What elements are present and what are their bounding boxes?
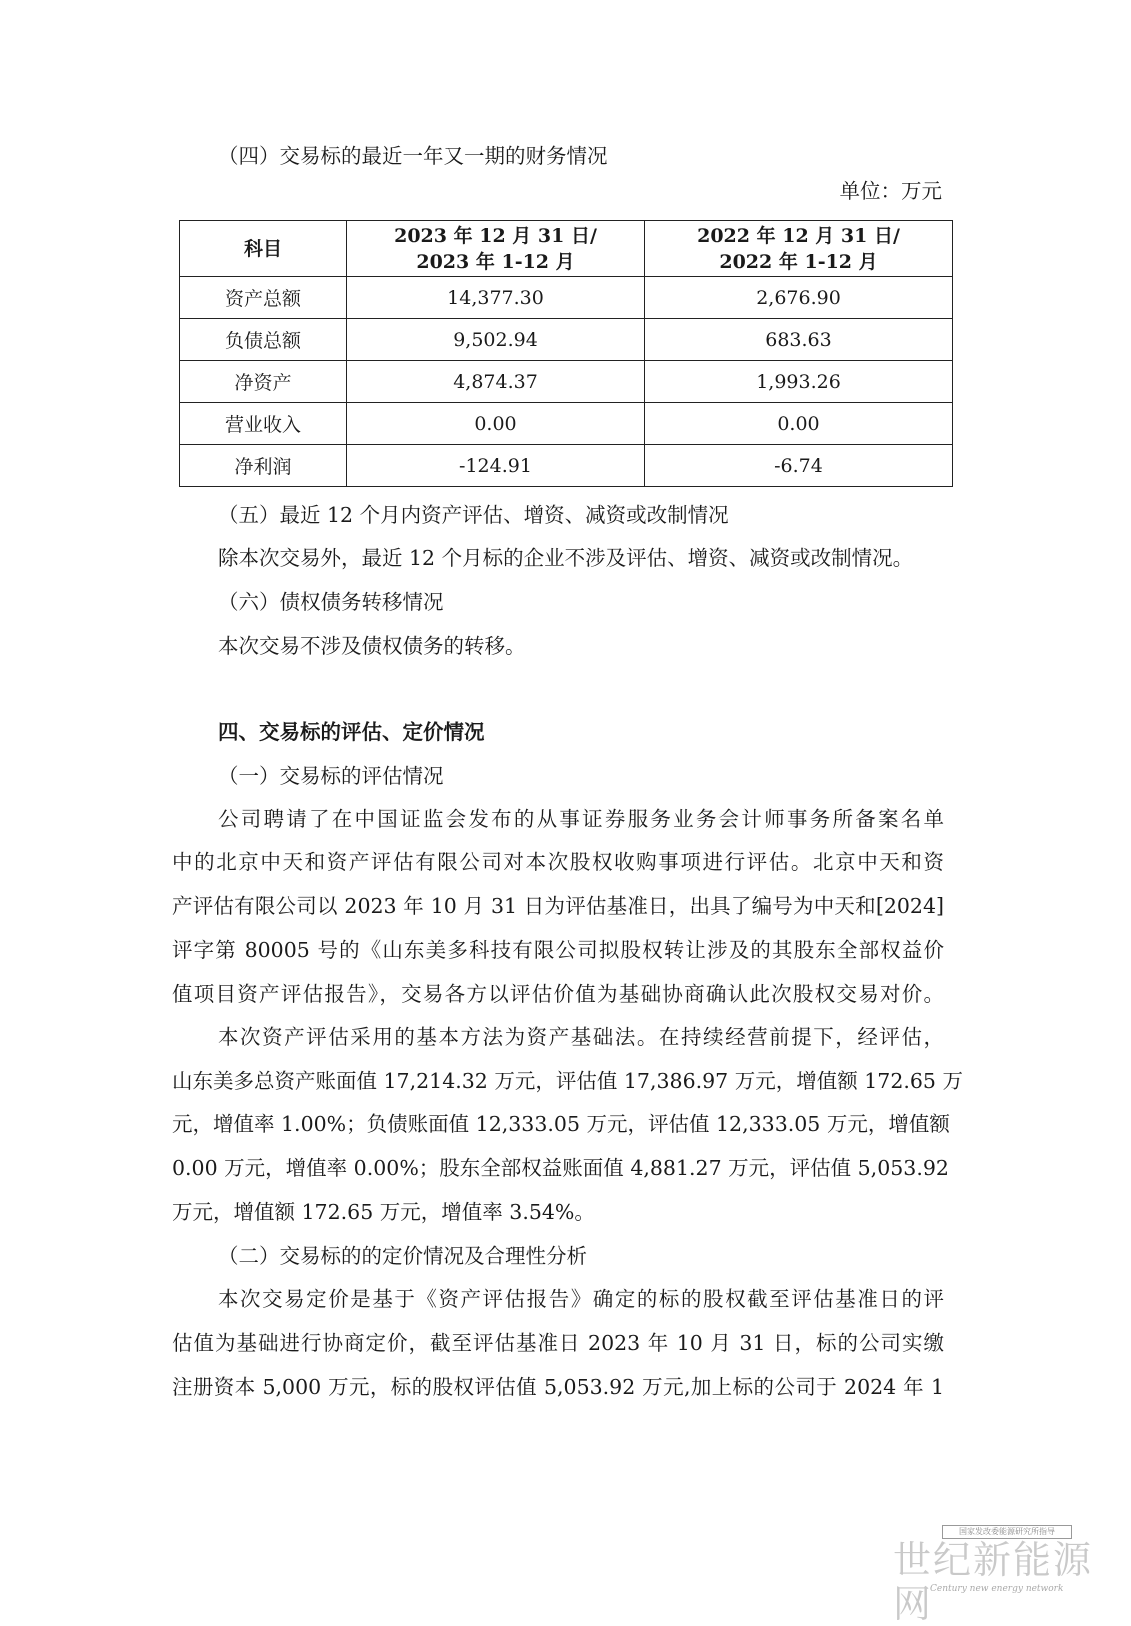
row-label: 净资产 xyxy=(180,361,347,403)
chapter-4-heading: 四、交易标的评估、定价情况 xyxy=(218,720,485,744)
cell-2022: 0.00 xyxy=(645,403,953,445)
cell-2022: 2,676.90 xyxy=(645,277,953,319)
paragraph-line: 元，增值率 1.00%；负债账面值 12,333.05 万元，评估值 12,333.05 万元，增值额 xyxy=(172,1112,950,1136)
section-5-body: 除本次交易外，最近 12 个月标的企业不涉及评估、增资、减资或改制情况。 xyxy=(218,546,914,570)
header-2023-line2: 2023 年 1-12 月 xyxy=(416,250,575,273)
cell-2023: 4,874.37 xyxy=(347,361,645,403)
paragraph-line: 产评估有限公司以 2023 年 10 月 31 日为评估基准日，出具了编号为中天和[2024] xyxy=(172,894,944,918)
row-label: 营业收入 xyxy=(180,403,347,445)
paragraph-line: 估值为基础进行协商定价，截至评估基准日 2023 年 10 月 31 日，标的公司实缴 xyxy=(172,1331,944,1355)
table-row xyxy=(180,319,953,361)
subsection-1-heading: （一）交易标的评估情况 xyxy=(218,764,444,788)
cell-2022: 683.63 xyxy=(645,319,953,361)
unit-label: 单位：万元 xyxy=(839,179,942,203)
watermark-logo-text: 世纪新能源网 xyxy=(893,1538,1094,1626)
cell-2023: 9,502.94 xyxy=(347,319,645,361)
table-row xyxy=(180,277,953,319)
header-2023-line1: 2023 年 12 月 31 日/ xyxy=(394,224,597,247)
paragraph-line: 中的北京中天和资产评估有限公司对本次股权收购事项进行评估。北京中天和资 xyxy=(172,850,944,874)
row-label: 负债总额 xyxy=(180,319,347,361)
row-label: 净利润 xyxy=(180,445,347,487)
row-label: 资产总额 xyxy=(180,277,347,319)
cell-2022: -6.74 xyxy=(645,445,953,487)
section-5-heading: （五）最近 12 个月内资产评估、增资、减资或改制情况 xyxy=(218,503,729,527)
table-header-row xyxy=(180,221,953,277)
paragraph-line: 公司聘请了在中国证监会发布的从事证券服务业务会计师事务所备案名单 xyxy=(218,807,944,831)
table-row xyxy=(180,403,953,445)
section-6-body: 本次交易不涉及债权债务的转移。 xyxy=(218,634,526,658)
header-2022 xyxy=(645,221,953,277)
watermark-caption-box: 国家发改委能源研究所指导 xyxy=(942,1525,1072,1539)
subsection-2-heading: （二）交易标的的定价情况及合理性分析 xyxy=(218,1244,587,1268)
paragraph-line: 0.00 万元，增值率 0.00%；股东全部权益账面值 4,881.27 万元，评估值 5,053.92 xyxy=(172,1156,949,1180)
paragraph-line: 值项目资产评估报告》，交易各方以评估价值为基础协商确认此次股权交易对价。 xyxy=(172,982,944,1006)
cell-2023: -124.91 xyxy=(347,445,645,487)
cell-2022: 1,993.26 xyxy=(645,361,953,403)
paragraph-line: 万元，增值额 172.65 万元，增值率 3.54%。 xyxy=(172,1200,595,1224)
cell-2023: 0.00 xyxy=(347,403,645,445)
table-row xyxy=(180,361,953,403)
paragraph-line: 本次交易定价是基于《资产评估报告》确定的标的股权截至评估基准日的评 xyxy=(218,1287,944,1311)
header-subject: 科目 xyxy=(180,221,347,277)
table-row xyxy=(180,445,953,487)
paragraph-line: 注册资本 5,000 万元，标的股权评估值 5,053.92 万元,加上标的公司于 2024 年 1 xyxy=(172,1375,944,1399)
header-2023 xyxy=(347,221,645,277)
paragraph-line: 评字第 80005 号的《山东美多科技有限公司拟股权转让涉及的其股东全部权益价 xyxy=(172,938,944,962)
watermark-subtitle: Century new energy network xyxy=(930,1584,1064,1594)
section-4-heading: （四）交易标的最近一年又一期的财务情况 xyxy=(218,144,608,168)
paragraph-line: 山东美多总资产账面值 17,214.32 万元，评估值 17,386.97 万元，增值额 172.65 万 xyxy=(172,1069,963,1093)
header-2022-line2: 2022 年 1-12 月 xyxy=(719,250,878,273)
section-6-heading: （六）债权债务转移情况 xyxy=(218,590,444,614)
paragraph-line: 本次资产评估采用的基本方法为资产基础法。在持续经营前提下，经评估， xyxy=(218,1025,944,1049)
financial-table xyxy=(179,220,953,487)
cell-2023: 14,377.30 xyxy=(347,277,645,319)
header-2022-line1: 2022 年 12 月 31 日/ xyxy=(697,224,900,247)
